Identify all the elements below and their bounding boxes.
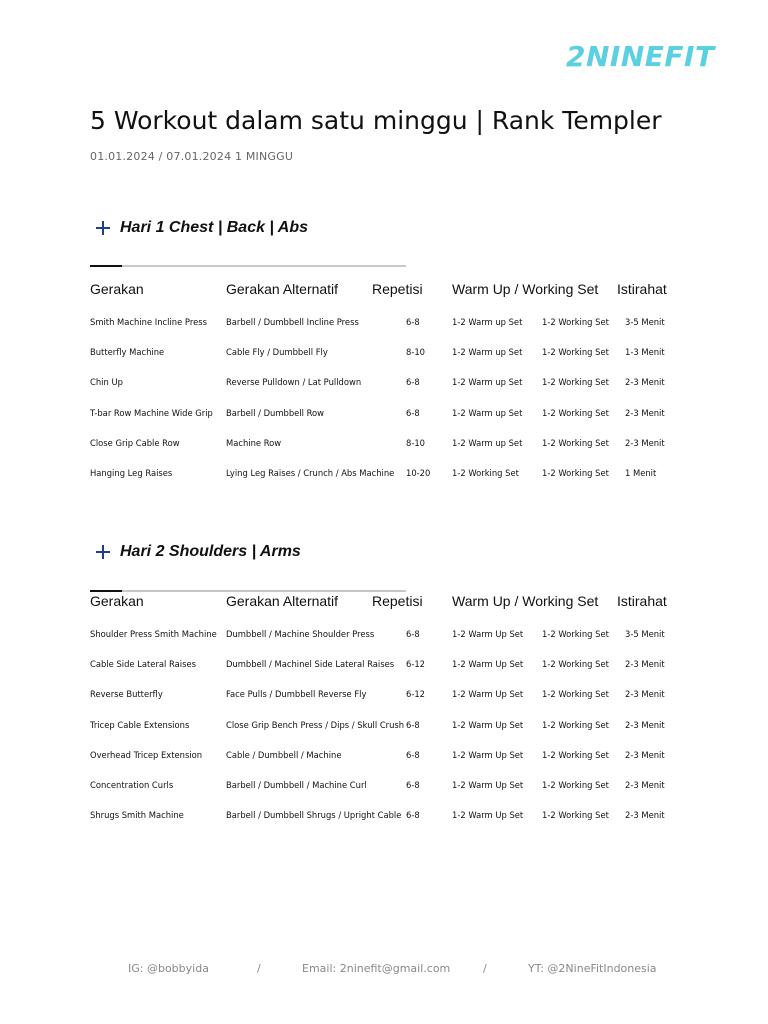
- cell-warmup: 1-2 Warm Up Set: [452, 719, 524, 730]
- table-row: [90, 347, 690, 361]
- cell-working: 1-2 Working Set: [542, 317, 609, 327]
- cell-reps: 6-8: [406, 749, 420, 760]
- cell-alternative: Dumbbell / Machinel Side Lateral Raises: [226, 659, 395, 670]
- footer-instagram: IG: @bobbyida: [128, 962, 209, 975]
- section-divider: [90, 265, 406, 267]
- plus-icon[interactable]: [96, 545, 110, 559]
- cell-alternative: Barbell / Dumbbell / Machine Curl: [226, 780, 367, 790]
- cell-rest: 1-3 Menit: [625, 347, 665, 358]
- header-repetisi: Repetisi: [372, 593, 423, 609]
- footer-separator: /: [483, 962, 487, 975]
- cell-exercise: Shrugs Smith Machine: [90, 810, 184, 821]
- cell-alternative: Barbell / Dumbbell Row: [226, 407, 325, 418]
- cell-exercise: Smith Machine Incline Press: [90, 317, 207, 327]
- cell-exercise: T-bar Row Machine Wide Grip: [90, 407, 213, 418]
- cell-warmup: 1-2 Warm Up Set: [452, 810, 524, 821]
- cell-working: 1-2 Working Set: [542, 468, 609, 478]
- cell-reps: 6-12: [406, 659, 426, 670]
- cell-exercise: Butterfly Machine: [90, 347, 165, 358]
- table-row: [90, 317, 690, 331]
- cell-rest: 3-5 Menit: [625, 629, 665, 639]
- day-title: Hari 1 Chest | Back | Abs: [120, 219, 308, 236]
- cell-warmup: 1-2 Warm Up Set: [452, 629, 524, 639]
- cell-warmup: 1-2 Warm Up Set: [452, 780, 524, 790]
- cell-rest: 2-3 Menit: [625, 780, 665, 790]
- cell-working: 1-2 Working Set: [542, 659, 609, 670]
- cell-rest: 1 Menit: [625, 468, 657, 478]
- day-section-2: [90, 540, 690, 840]
- table-row: [90, 377, 690, 391]
- header-alternatif: Gerakan Alternatif: [226, 593, 339, 609]
- cell-rest: 3-5 Menit: [625, 317, 665, 327]
- cell-reps: 8-10: [406, 437, 426, 448]
- cell-alternative: Close Grip Bench Press / Dips / Skull Crush: [226, 719, 405, 730]
- header-gerakan: Gerakan: [90, 593, 144, 609]
- cell-working: 1-2 Working Set: [542, 407, 609, 418]
- cell-working: 1-2 Working Set: [542, 347, 609, 358]
- cell-exercise: Overhead Tricep Extension: [90, 749, 203, 760]
- cell-alternative: Cable Fly / Dumbbell Fly: [226, 347, 328, 358]
- cell-working: 1-2 Working Set: [542, 719, 609, 730]
- table-row: [90, 720, 690, 734]
- footer-separator: /: [257, 962, 261, 975]
- table-row: [90, 438, 690, 452]
- day-title: Hari 2 Shoulders | Arms: [120, 543, 301, 560]
- cell-working: 1-2 Working Set: [542, 629, 609, 639]
- cell-rest: 2-3 Menit: [625, 810, 665, 821]
- cell-rest: 2-3 Menit: [625, 407, 665, 418]
- cell-rest: 2-3 Menit: [625, 719, 665, 730]
- cell-warmup: 1-2 Working Set: [452, 468, 519, 478]
- header-istirahat: Istirahat: [617, 281, 667, 297]
- table-row: [90, 810, 690, 824]
- cell-reps: 6-8: [406, 407, 420, 418]
- table-row: [90, 629, 690, 643]
- cell-exercise: Tricep Cable Extensions: [90, 719, 190, 730]
- date-range: 01.01.2024 / 07.01.2024 1 MINGGU: [90, 150, 294, 163]
- cell-exercise: Concentration Curls: [90, 780, 174, 790]
- cell-warmup: 1-2 Warm up Set: [452, 437, 523, 448]
- cell-working: 1-2 Working Set: [542, 780, 609, 790]
- cell-working: 1-2 Working Set: [542, 437, 609, 448]
- header-alternatif: Gerakan Alternatif: [226, 281, 339, 297]
- header-gerakan: Gerakan: [90, 281, 144, 297]
- cell-reps: 6-8: [406, 317, 420, 327]
- table-row: [90, 468, 690, 482]
- table-row: [90, 750, 690, 764]
- cell-reps: 6-12: [406, 689, 426, 700]
- cell-exercise: Reverse Butterfly: [90, 689, 163, 700]
- cell-exercise: Shoulder Press Smith Machine: [90, 629, 217, 639]
- cell-alternative: Barbell / Dumbbell Incline Press: [226, 317, 359, 327]
- cell-exercise: Close Grip Cable Row: [90, 437, 180, 448]
- cell-reps: 6-8: [406, 810, 420, 821]
- section-divider: [90, 590, 406, 592]
- cell-reps: 10-20: [406, 468, 431, 478]
- table-row: [90, 408, 690, 422]
- cell-working: 1-2 Working Set: [542, 749, 609, 760]
- cell-alternative: Machine Row: [226, 437, 282, 448]
- cell-warmup: 1-2 Warm up Set: [452, 407, 523, 418]
- cell-warmup: 1-2 Warm Up Set: [452, 659, 524, 670]
- cell-rest: 2-3 Menit: [625, 749, 665, 760]
- cell-reps: 6-8: [406, 377, 420, 388]
- plus-icon[interactable]: [96, 221, 110, 235]
- header-warmup-working: Warm Up / Working Set: [452, 593, 599, 609]
- header-warmup-working: Warm Up / Working Set: [452, 281, 599, 297]
- cell-reps: 6-8: [406, 719, 420, 730]
- table-row: [90, 780, 690, 794]
- cell-warmup: 1-2 Warm up Set: [452, 377, 523, 388]
- day-section-1: [90, 216, 690, 496]
- cell-reps: 6-8: [406, 780, 420, 790]
- cell-working: 1-2 Working Set: [542, 377, 609, 388]
- cell-rest: 2-3 Menit: [625, 689, 665, 700]
- cell-reps: 6-8: [406, 629, 420, 639]
- cell-warmup: 1-2 Warm up Set: [452, 317, 523, 327]
- cell-exercise: Hanging Leg Raises: [90, 468, 173, 478]
- table-row: [90, 689, 690, 703]
- cell-exercise: Chin Up: [90, 377, 123, 388]
- brand-logo: 2NINEFIT: [566, 40, 715, 73]
- cell-rest: 2-3 Menit: [625, 659, 665, 670]
- cell-alternative: Face Pulls / Dumbbell Reverse Fly: [226, 689, 367, 700]
- cell-warmup: 1-2 Warm up Set: [452, 347, 523, 358]
- page-title: 5 Workout dalam satu minggu | Rank Templer: [90, 106, 662, 135]
- cell-exercise: Cable Side Lateral Raises: [90, 659, 196, 670]
- cell-reps: 8-10: [406, 347, 426, 358]
- cell-warmup: 1-2 Warm Up Set: [452, 689, 524, 700]
- cell-working: 1-2 Working Set: [542, 689, 609, 700]
- cell-alternative: Reverse Pulldown / Lat Pulldown: [226, 377, 362, 388]
- table-row: [90, 659, 690, 673]
- cell-alternative: Lying Leg Raises / Crunch / Abs Machine: [226, 468, 395, 478]
- cell-working: 1-2 Working Set: [542, 810, 609, 821]
- header-istirahat: Istirahat: [617, 593, 667, 609]
- cell-rest: 2-3 Menit: [625, 377, 665, 388]
- footer-youtube: YT: @2NineFitIndonesia: [528, 962, 657, 975]
- cell-alternative: Dumbbell / Machine Shoulder Press: [226, 629, 375, 639]
- cell-alternative: Cable / Dumbbell / Machine: [226, 749, 342, 760]
- header-repetisi: Repetisi: [372, 281, 423, 297]
- cell-alternative: Barbell / Dumbbell Shrugs / Upright Cable: [226, 810, 402, 821]
- cell-rest: 2-3 Menit: [625, 437, 665, 448]
- footer-email: Email: 2ninefit@gmail.com: [302, 962, 451, 975]
- cell-warmup: 1-2 Warm Up Set: [452, 749, 524, 760]
